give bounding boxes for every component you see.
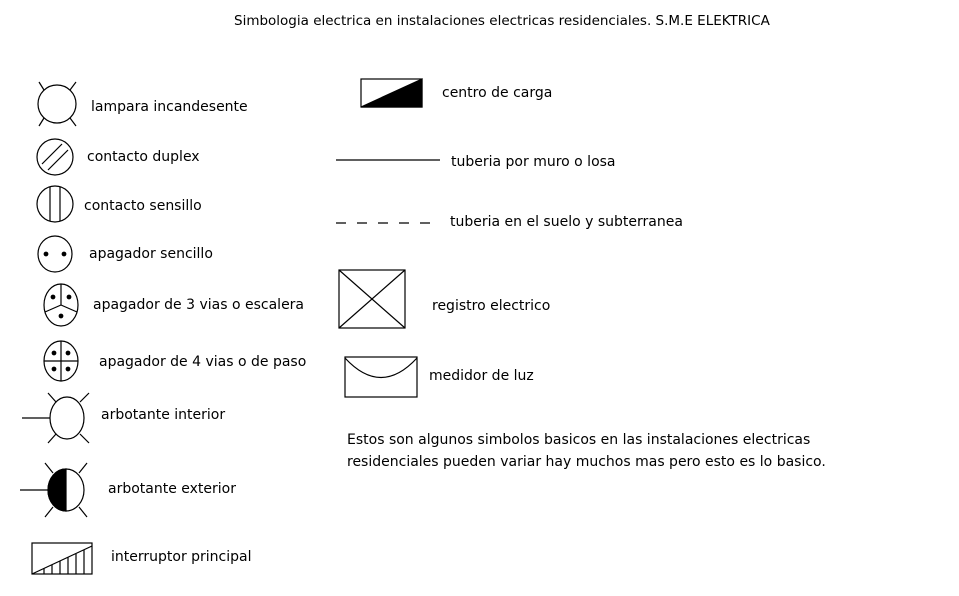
electrical-junction-box-icon [339,270,405,328]
main-breaker-icon [32,543,92,574]
label-tuberia-muro: tuberia por muro o losa [451,154,616,170]
label-interruptor-principal: interruptor principal [111,549,252,565]
label-arbotante-exterior: arbotante exterior [108,481,237,497]
label-apagador-sencillo: apagador sencillo [89,246,213,262]
duplex-outlet-icon [37,139,73,175]
label-contacto-duplex: contacto duplex [87,149,200,165]
label-centro-de-carga: centro de carga [442,85,553,101]
single-switch-icon [38,236,72,272]
label-medidor-de-luz: medidor de luz [429,368,534,384]
electric-meter-icon [345,357,417,397]
page-title: Simbologia electrica en instalaciones electricas residenciales. S.M.E ELEKTRICA [234,13,770,29]
label-arbotante-interior: arbotante interior [101,407,226,423]
label-registro-electrico: registro electrico [432,298,551,314]
three-way-switch-icon [44,284,78,326]
four-way-switch-icon [44,341,78,381]
exterior-wall-lamp-icon [20,463,87,517]
note-line-2: residenciales pueden variar hay muchos mas pero esto es lo basico. [347,454,826,470]
note-line-1: Estos son algunos simbolos basicos en las instalaciones electricas [347,432,811,448]
label-lampara-incandescente: lampara incandesente [91,99,248,115]
incandescent-lamp-icon [38,82,76,126]
label-apagador-3-vias: apagador de 3 vias o escalera [93,297,305,313]
label-tuberia-suelo: tuberia en el suelo y subterranea [450,214,683,230]
label-apagador-4-vias: apagador de 4 vias o de paso [99,354,307,370]
single-outlet-icon [37,186,73,222]
load-center-icon [361,79,422,107]
label-contacto-sencillo: contacto sensillo [84,198,202,214]
interior-wall-lamp-icon [22,393,89,443]
